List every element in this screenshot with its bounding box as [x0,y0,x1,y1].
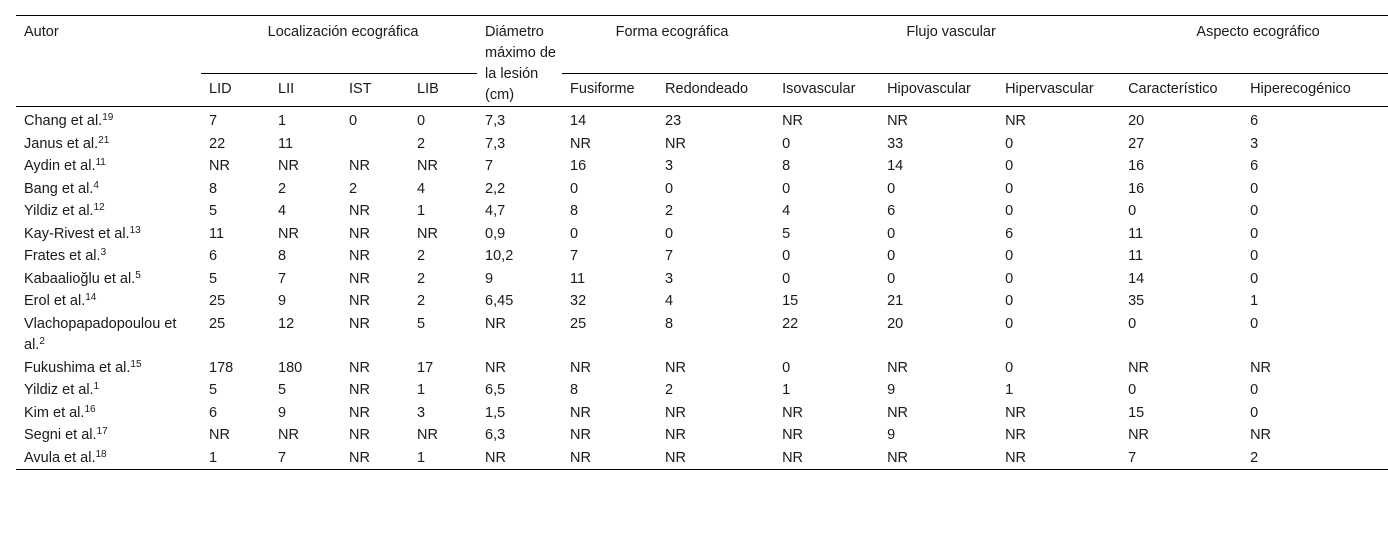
table-row [16,133,1388,156]
cell-value: 0 [782,135,791,152]
cell-value: 1 [782,382,791,398]
cell-value: 7 [485,158,494,174]
reference-number: 2 [39,336,45,347]
cell-value: 3 [665,270,674,287]
reference-number: 3 [100,247,107,258]
cell-value: NR [417,427,438,443]
cell-value: NR [665,359,686,376]
cell-value: NR [349,158,370,174]
cell-value: 8 [570,203,579,219]
cell-value: 15 [782,293,799,309]
cell-value: 4 [665,293,674,309]
cell-value: 0 [1005,359,1014,376]
cell-value: 7 [278,270,287,287]
reference-number: 19 [102,112,114,123]
cell-value: 4 [278,203,287,219]
table-header [16,16,1388,107]
cell-value: 1 [1005,382,1014,398]
cell-value: 2 [665,203,674,219]
cell-value: NR [278,158,299,174]
cell-value: NR [1250,359,1272,376]
group-localizacion: Localización ecográfica [267,24,419,40]
cell-value: 25 [570,315,587,332]
cell-value: 11 [1128,225,1144,242]
table-row [16,155,1388,178]
author-name: Fukushima et al. [24,359,131,376]
cell-value: 1,5 [485,404,506,421]
cell-value: 0 [1005,293,1014,309]
cell-value: 7 [570,248,579,264]
cell-autor [16,268,201,291]
cell-value: 15 [1128,404,1145,421]
cell-value: NR [570,427,591,443]
cell-value: 2 [665,382,674,398]
col-redondeado: Redondeado [657,74,774,107]
cell-value: 11 [1128,248,1144,264]
table-row [16,290,1388,313]
cell-value: 3 [665,158,674,174]
cell-value: 0 [1250,315,1259,332]
cell-value: 2 [278,180,287,197]
cell-value: 32 [570,293,587,309]
cell-value: 1 [1250,293,1259,309]
cell-value: 0 [887,270,896,287]
cell-value: 14 [1128,270,1145,287]
cell-value: 0 [1250,225,1259,242]
cell-value: NR [349,315,370,332]
cell-value: NR [887,449,909,466]
cell-value: NR [1128,427,1150,443]
cell-value: 0 [887,248,896,264]
cell-value: 4 [417,180,426,197]
cell-value: 0 [782,270,791,287]
cell-value: 8 [665,315,674,332]
cell-value: 7 [1128,449,1137,466]
cell-value: 5 [209,270,218,287]
cell-autor [16,245,201,268]
cell-value: 5 [209,382,218,398]
cell-value: NR [349,225,370,242]
cell-value: NR [278,225,299,242]
cell-autor [16,200,201,223]
author-name: Kay-Rivest et al. [24,225,130,242]
cell-value: NR [1005,449,1027,466]
col-lid: LID [201,74,270,107]
cell-value: 0 [1005,270,1014,287]
reference-number: 21 [98,134,110,146]
cell-value: 0 [1250,180,1259,197]
cell-value: NR [1128,359,1150,376]
cell-value: NR [887,113,909,129]
cell-value: 3 [1250,135,1259,152]
cell-value: 16 [1128,158,1145,174]
reference-number: 13 [129,224,141,236]
cell-value: 0 [1250,203,1259,219]
table-row [16,223,1388,246]
cell-value: 35 [1128,293,1145,309]
cell-value: NR [485,359,506,376]
cell-value: 20 [887,315,904,332]
cell-value: 0 [349,113,358,129]
table-row [16,357,1388,380]
reference-number: 1 [93,381,100,392]
cell-autor [16,402,201,425]
cell-value: NR [1005,427,1027,443]
cell-value: 2 [349,180,358,197]
author-name: Aydin et al. [24,158,96,174]
cell-value: 6,45 [485,293,514,309]
cell-value: 178 [209,359,234,376]
cell-value: 6,3 [485,427,506,443]
cell-value: NR [1250,427,1272,443]
cell-value: 0 [665,180,674,197]
cell-value: 2 [417,293,426,309]
author-name: Frates et al. [24,248,101,264]
cell-value: NR [782,449,804,466]
cell-value: 2 [1250,449,1259,466]
cell-value: 12 [278,315,295,332]
cell-value: 0 [1005,180,1014,197]
author-name: Kabaalioğlu et al. [24,270,136,287]
cell-value: NR [665,135,686,152]
cell-value: NR [1005,113,1027,129]
cell-value: 6 [1250,158,1259,174]
cell-value: NR [349,248,370,264]
col-caracteristico: Característico [1120,74,1242,107]
table-row [16,379,1388,402]
author-name: Vlachopapadopoulou et al. [24,315,177,353]
cell-autor [16,178,201,201]
cell-value: NR [209,158,230,174]
cell-value: 5 [278,382,287,398]
cell-value: 0 [570,225,579,242]
cell-value: 6 [209,404,218,421]
cell-value: 14 [887,158,904,174]
cell-value: NR [570,404,591,421]
col-hipovascular: Hipovascular [879,74,997,107]
cell-value: NR [417,158,438,174]
cell-value: 0 [1128,203,1137,219]
cell-value: 0 [1128,315,1137,332]
data-table [16,15,1388,470]
cell-value: 22 [209,135,226,152]
reference-number: 14 [85,292,97,303]
cell-value: 0 [1005,248,1014,264]
reference-number: 17 [96,426,108,437]
cell-value: 10,2 [485,248,514,264]
cell-value: 0 [1250,270,1259,287]
reference-number: 18 [95,448,107,460]
cell-value: 1 [209,449,218,466]
cell-value: NR [349,404,370,421]
reference-number: 5 [135,269,141,281]
author-name: Kim et al. [24,404,85,421]
cell-value: NR [665,449,686,466]
cell-autor [16,155,201,178]
reference-number: 11 [95,157,106,168]
cell-value: 21 [887,293,904,309]
cell-value: 0 [1005,158,1014,174]
cell-value: 7 [278,449,287,466]
table-row [16,402,1388,425]
table-row [16,107,1388,133]
cell-value: 16 [570,158,587,174]
cell-value: 0 [1005,135,1014,152]
cell-value: NR [665,404,686,421]
cell-value: 1 [417,449,426,466]
cell-value: 0,9 [485,225,506,242]
table-row [16,313,1388,357]
table-row [16,268,1388,291]
cell-value: NR [349,427,370,443]
cell-value [341,133,409,156]
cell-value: 1 [278,113,287,129]
cell-value: 0 [782,180,791,197]
author-name: Bang et al. [24,180,94,197]
cell-value: 9 [278,404,287,421]
reference-number: 15 [130,358,142,370]
cell-value: NR [349,359,370,376]
cell-value: 17 [417,359,434,376]
cell-value: 6 [887,203,896,219]
cell-value: NR [1005,404,1027,421]
table-body [16,107,1388,470]
author-name: Yildiz et al. [24,382,94,398]
cell-value: 7 [209,113,218,129]
cell-value: 16 [1128,180,1145,197]
col-ist: IST [341,74,409,107]
cell-value: 9 [278,293,287,309]
cell-autor [16,447,201,470]
col-fusiforme: Fusiforme [562,74,657,107]
cell-value: NR [782,113,804,129]
cell-value: NR [887,359,909,376]
cell-value: 4 [782,203,791,219]
cell-value: 14 [570,113,587,129]
col-lii: LII [270,74,341,107]
cell-value: 11 [570,270,586,287]
cell-value: 0 [782,248,791,264]
cell-value: 1 [417,382,426,398]
cell-value: 5 [417,315,426,332]
cell-value: 0 [665,225,674,242]
cell-value: NR [349,449,370,466]
cell-value: 0 [570,180,579,197]
cell-value: NR [782,404,804,421]
cell-value: NR [570,449,591,466]
cell-value: 1 [417,203,426,219]
col-hiperecogenico: Hiperecogénico [1242,74,1388,107]
cell-value: 0 [782,359,791,376]
cell-autor [16,133,201,156]
author-name: Avula et al. [24,449,96,466]
author-name: Janus et al. [24,135,99,152]
cell-value: 7 [665,248,674,264]
cell-autor [16,379,201,402]
cell-value: 8 [278,248,287,264]
cell-value: 0 [1005,315,1014,332]
cell-autor [16,424,201,447]
cell-value: NR [485,449,506,466]
cell-value: NR [278,427,299,443]
cell-autor [16,357,201,380]
cell-value: 6 [1250,113,1259,129]
col-diametro: Diámetro máximo de la lesión (cm) [485,24,556,103]
reference-number: 16 [84,403,96,415]
cell-value: 5 [782,225,791,242]
cell-value: 33 [887,135,904,152]
table-row [16,447,1388,470]
cell-value: 25 [209,293,226,309]
cell-value: 11 [278,135,294,152]
cell-value: 2,2 [485,180,506,197]
cell-value: NR [570,359,591,376]
cell-value: 27 [1128,135,1145,152]
cell-value: 0 [887,180,896,197]
cell-value: 0 [1128,382,1137,398]
author-name: Segni et al. [24,427,97,443]
cell-value: 3 [417,404,426,421]
cell-value: 9 [887,382,896,398]
cell-value: 22 [782,315,799,332]
cell-value: NR [887,404,909,421]
cell-value: NR [782,427,804,443]
cell-value: NR [349,293,370,309]
cell-value: 8 [570,382,579,398]
cell-value: NR [349,270,370,287]
col-autor: Autor [24,24,59,40]
cell-value: 8 [209,180,218,197]
cell-value: 4,7 [485,203,506,219]
table-row [16,200,1388,223]
cell-value: 9 [887,427,896,443]
cell-autor [16,107,201,133]
cell-value: NR [570,135,591,152]
cell-value: 180 [278,359,303,376]
cell-value: 7,3 [485,113,506,129]
cell-value: 2 [417,135,426,152]
cell-value: 0 [1250,248,1259,264]
cell-value: 8 [782,158,791,174]
cell-value: 5 [209,203,218,219]
cell-value: 7,3 [485,135,506,152]
cell-value: 2 [417,270,426,287]
group-aspecto: Aspecto ecográfico [1196,24,1320,40]
col-isovascular: Isovascular [774,74,879,107]
reference-number: 4 [93,179,99,191]
cell-value: 6 [1005,225,1014,242]
group-flujo: Flujo vascular [906,24,996,40]
cell-value: NR [485,315,506,332]
col-hipervascular: Hipervascular [997,74,1120,107]
cell-autor [16,313,201,357]
author-name: Erol et al. [24,293,86,309]
cell-value: 6 [209,248,218,264]
table-row [16,424,1388,447]
cell-value: 9 [485,270,494,287]
cell-value: NR [209,427,230,443]
cell-value: NR [349,382,370,398]
cell-value: NR [417,225,438,242]
group-forma: Forma ecográfica [615,24,729,40]
cell-value: NR [349,203,370,219]
table-row [16,245,1388,268]
author-name: Chang et al. [24,113,103,129]
cell-value: 0 [1250,404,1259,421]
cell-value: 11 [209,225,225,242]
cell-value: 20 [1128,113,1145,129]
cell-value: NR [665,427,686,443]
cell-autor [16,290,201,313]
cell-value: 0 [1005,203,1014,219]
col-lib: LIB [409,74,477,107]
author-name: Yildiz et al. [24,203,94,219]
cell-autor [16,223,201,246]
cell-value: 25 [209,315,226,332]
cell-value: 23 [665,113,682,129]
cell-value: 0 [887,225,896,242]
table-row [16,178,1388,201]
cell-value: 6,5 [485,382,506,398]
cell-value: 0 [417,113,426,129]
cell-value: 2 [417,248,426,264]
cell-value: 0 [1250,382,1259,398]
reference-number: 12 [93,202,105,213]
